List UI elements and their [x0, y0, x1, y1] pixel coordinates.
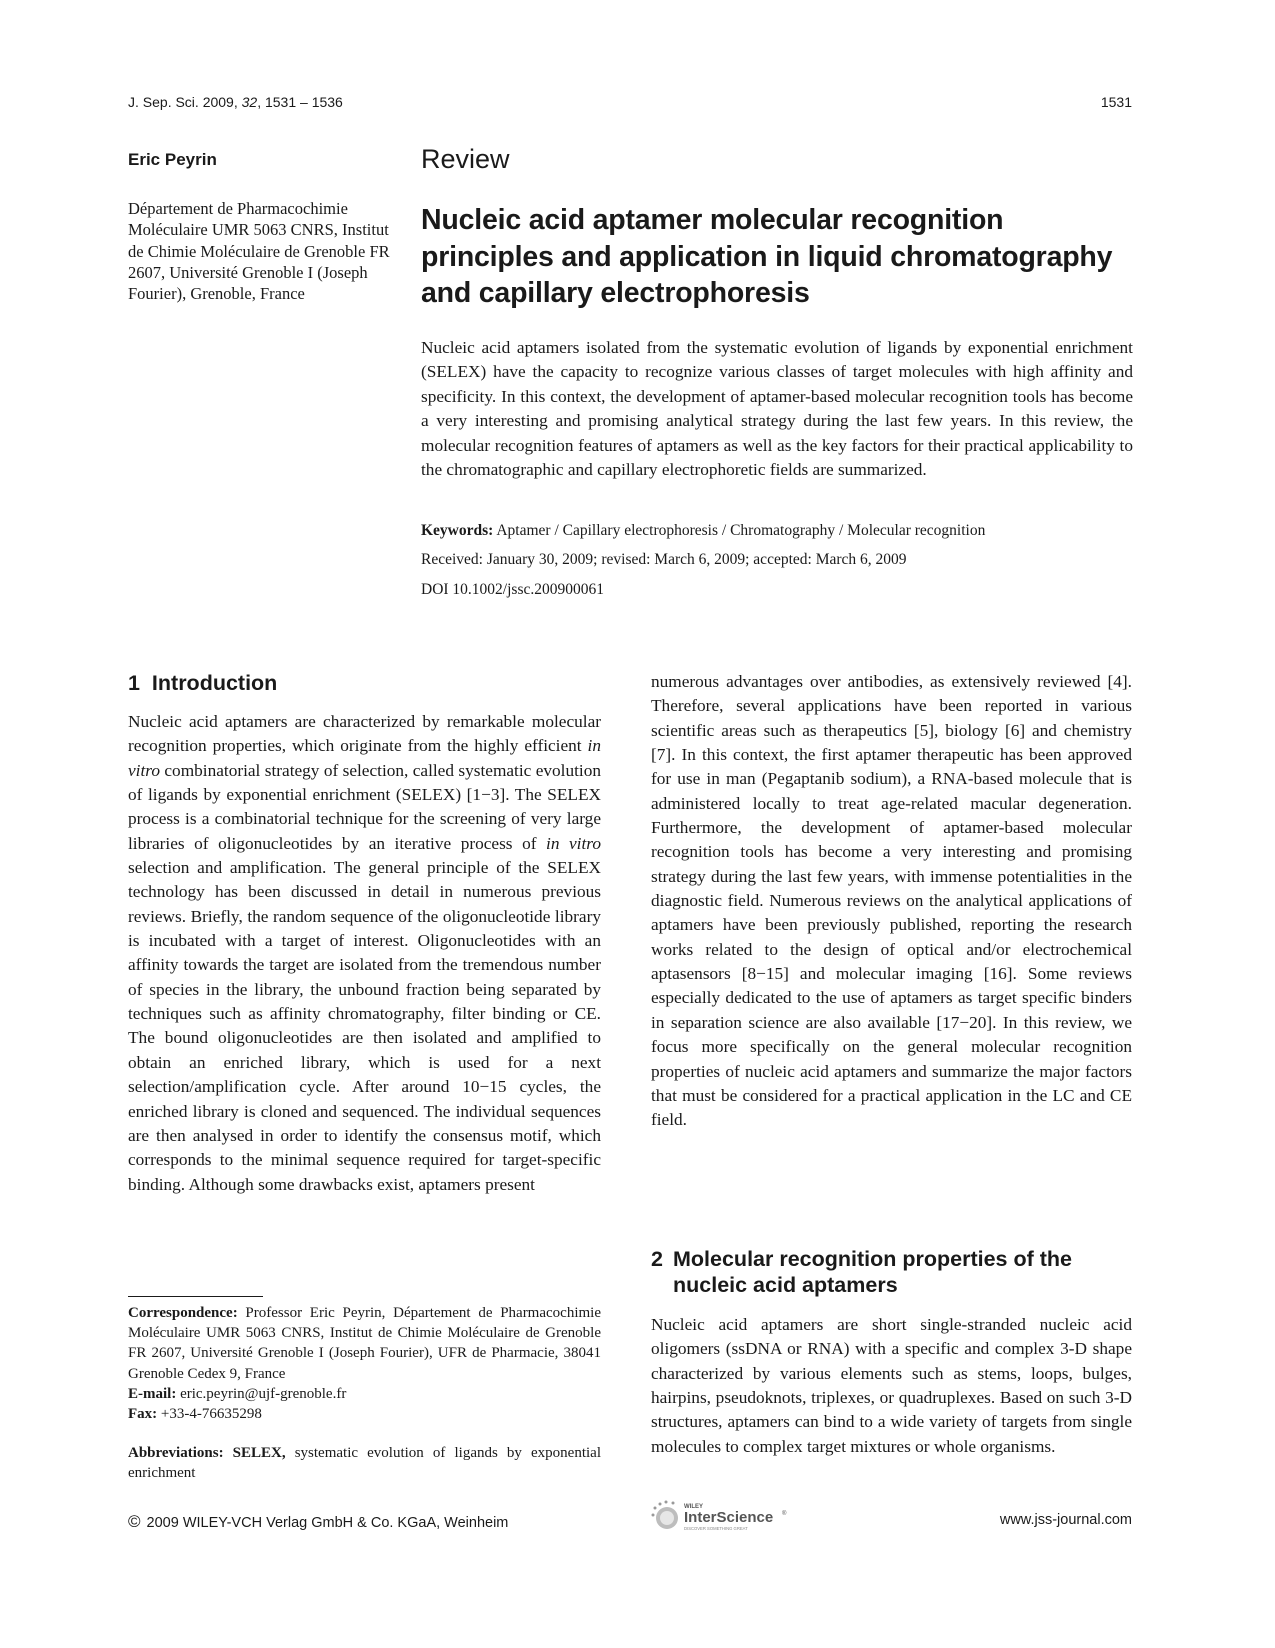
- globe-icon: [652, 1501, 679, 1530]
- page-number: 1531: [1100, 94, 1132, 110]
- logo-registered-mark: ®: [782, 1511, 787, 1517]
- logo-interscience-text: InterScience: [684, 1509, 774, 1526]
- running-head: [128, 94, 1132, 110]
- section-heading-introduction: 1 Introduction: [128, 671, 278, 695]
- email-link[interactable]: eric.peyrin@ujf-grenoble.fr: [176, 1385, 347, 1402]
- section2-paragraph: Nucleic acid aptamers are short single-stranded nucleic acid oligomers (ssDNA or RNA) with a specific and complex 3-D shape characterized by various elements such as stems, loops, bulges, hairpins, pseudoknots, triplexes, or quadruplexes. Based on such 3-D structures, aptamers can bind to a wide variety of targets from single molecules to complex target mixtures or whole organisms.: [651, 1315, 1132, 1456]
- journal-citation: J. Sep. Sci. 2009, 32, 1531 – 1536: [128, 94, 343, 110]
- introduction-paragraph: Nucleic acid aptamers are characterized by remarkable molecular recognition properties, which originate from the highly efficient in vitro combinatorial strategy of selection, called systematic evolution of ligands by exponential enrichment (SELEX) [1−3]. The SELEX process is a combinatorial technique for the screening of very large libraries of oligonucleotides by an iterative process of in vitro selection and amplification. The general principle of the SELEX technology has been discussed in detail in numerous previous reviews. Briefly, the random sequence of the oligonucleotide library is incubated with a target of interest. Oligonucleotides with an affinity towards the target are isolated from the tremendous number of species in the library, the unbound fraction being separated by techniques such as affinity chromatography, filter binding or CE. The bound oligonucleotides are then isolated and amplified to obtain an enriched library, which is used for a next selection/amplification cycle. After around 10−15 cycles, the enriched library is cloned and sequenced. The individual sequences are then analysed in order to identify the consensus motif, which corresponds to the minimal sequence required for target-specific binding. Although some drawbacks exist, aptamers present: [128, 712, 601, 1194]
- received-dates: Received: January 30, 2009; revised: March 6, 2009; accepted: March 6, 2009: [421, 551, 907, 568]
- abbreviations-footnote: Abbreviations: SELEX, systematic evolution of ligands by exponential enrichment: [128, 1445, 601, 1482]
- logo-wiley-text: WILEY: [684, 1504, 703, 1510]
- copyright-notice: © 2009 WILEY-VCH Verlag GmbH & Co. KGaA, Weinheim: [128, 1512, 509, 1531]
- author-name: Eric Peyrin: [128, 150, 217, 169]
- logo-tagline: DISCOVER SOMETHING GREAT: [684, 1526, 748, 1531]
- correspondence-footnote: Correspondence: Professor Eric Peyrin, Département de Pharmacochimie Moléculaire UMR 5063 CNRS, Institut de Chimie Moléculaire de Grenoble FR 2607, Université Grenoble I (Joseph Fourier), UFR de Pharmacie, 38041 Grenoble Cedex 9, France E-mail: eric.peyrin@ujf-grenoble.fr Fax: +33-4-76635298: [128, 1305, 601, 1423]
- abstract: Nucleic acid aptamers isolated from the systematic evolution of ligands by exponential enrichment (SELEX) have the capacity to recognize various classes of target molecules with high affinity and specificity. In this context, the development of aptamer-based molecular recognition tools has become a very interesting and promising analytical strategy during the last few years. In this review, the molecular recognition features of aptamers as well as the key factors for their practical applicability to the chromatographic and capillary electrophoretic fields are summarized.: [421, 338, 1133, 480]
- journal-url[interactable]: www.jss-journal.com: [999, 1512, 1132, 1528]
- wiley-interscience-logo: [651, 1496, 801, 1536]
- section-heading-molecular-recognition: 2 Molecular recognition properties of the nucleic acid aptamers: [651, 1247, 1072, 1297]
- introduction-paragraph-continued: numerous advantages over antibodies, as extensively reviewed [4]. Therefore, several applications have been reported in various scientific areas such as therapeutics [5], biology [6] and chemistry [7]. In this context, the first aptamer therapeutic has been approved for use in man (Pegaptanib sodium), a RNA-based molecule that is administered locally to treat age-related macular degeneration. Furthermore, the development of aptamer-based molecular recognition tools has become a very interesting and promising strategy during the last few years, with immense potentialities in the diagnostic field. Numerous reviews on the analytical applications of aptamers have been previously published, reporting the research works related to the design of optical and/or electrochemical aptasensors [8−15] and molecular imaging [16]. Some reviews especially dedicated to the use of aptamers as target specific binders in separation science are also available [17−20]. In this review, we focus more specifically on the general molecular recognition properties of nucleic acid aptamers and summarize the major factors that must be considered for a practical application in the LC and CE field.: [651, 672, 1132, 1130]
- author-affiliation: Département de Pharmacochimie Moléculaire UMR 5063 CNRS, Institut de Chimie Moléculaire de Grenoble FR 2607, Université Grenoble I (Joseph Fourier), Grenoble, France: [128, 199, 390, 304]
- doi: DOI 10.1002/jssc.200900061: [421, 581, 604, 598]
- article-title: Nucleic acid aptamer molecular recognition principles and application in liquid chromatography and capillary electrophoresis: [421, 204, 1113, 309]
- keywords: Keywords: Aptamer / Capillary electrophoresis / Chromatography / Molecular recognition: [421, 522, 986, 539]
- footnote-rule: [128, 1296, 263, 1297]
- article-type: Review: [421, 144, 510, 174]
